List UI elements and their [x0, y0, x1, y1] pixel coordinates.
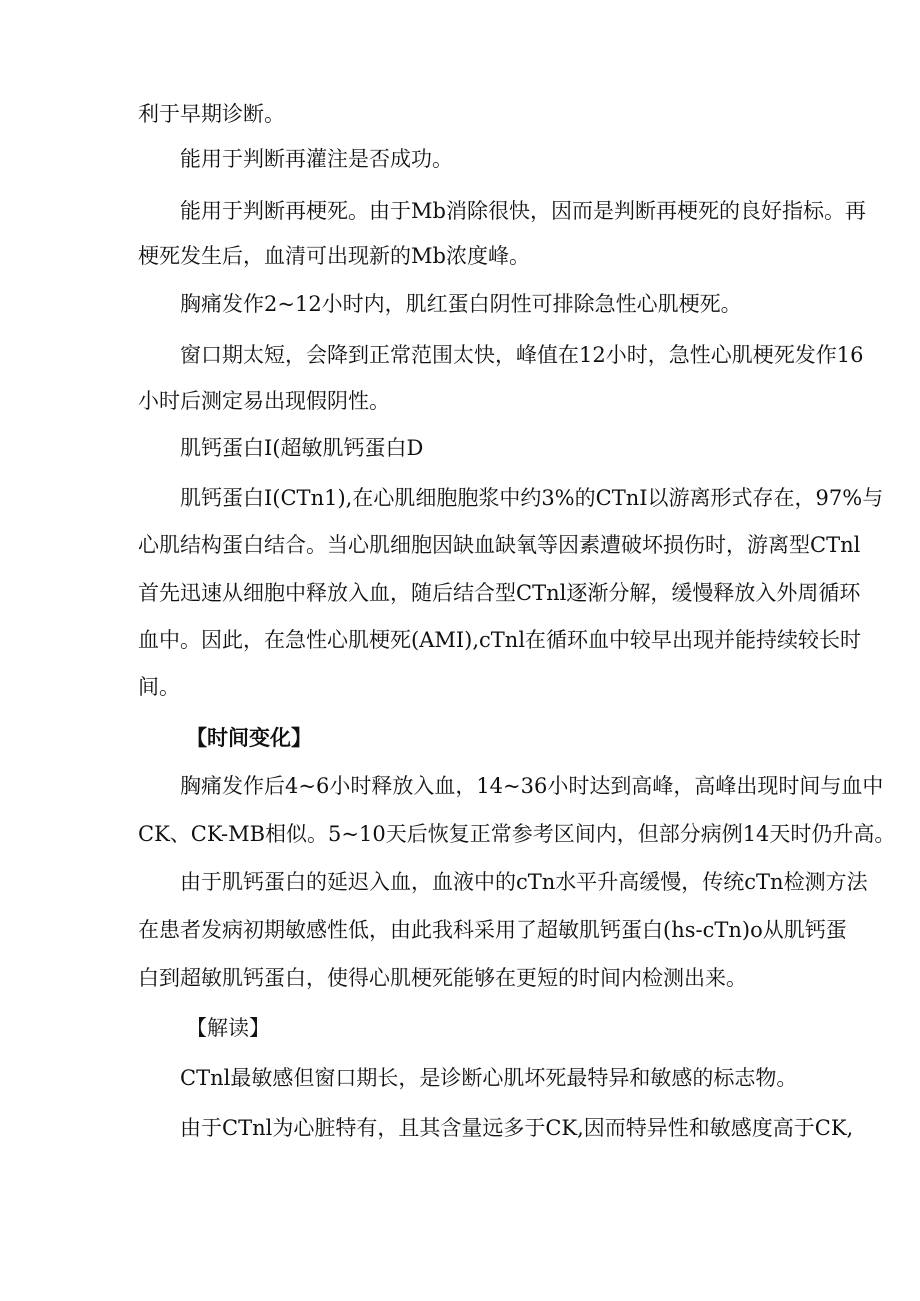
text-line: 由于肌钙蛋白的延迟入血，血液中的cTn水平升高缓慢，传统cTn检测方法	[180, 870, 868, 894]
text-line: 窗口期太短，会降到正常范围太快，峰值在12小时，急性心肌梗死发作16	[180, 343, 864, 367]
text-line: 胸痛发作2~12小时内，肌红蛋白阴性可排除急性心肌梗死。	[180, 292, 742, 316]
section-subtitle: 肌钙蛋白I(超敏肌钙蛋白D	[180, 436, 424, 460]
text-line: 首先迅速从细胞中释放入血，随后结合型CTnl逐渐分解，缓慢释放入外周循环	[138, 581, 861, 605]
text-line: 白到超敏肌钙蛋白，使得心肌梗死能够在更短的时间内检测出来。	[138, 966, 747, 990]
section-heading-time-change: 【时间变化】	[186, 725, 312, 750]
text-line: 在患者发病初期敏感性低，由此我科采用了超敏肌钙蛋白(hs-cTn)o从肌钙蛋	[138, 918, 847, 942]
text-line: 间。	[138, 675, 180, 699]
text-line: 梗死发生后，血清可出现新的Mb浓度峰。	[138, 244, 530, 268]
text-line: 能用于判断再灌注是否成功。	[180, 147, 453, 171]
text-line: 血中。因此，在急性心肌梗死(AMI),cTnl在循环血中较早出现并能持续较长时	[138, 628, 862, 652]
text-line: 心肌结构蛋白结合。当心肌细胞因缺血缺氧等因素遭破坏损伤时，游离型CTnl	[138, 533, 861, 557]
text-line: CTnl最敏感但窗口期长，是诊断心肌坏死最特异和敏感的标志物。	[180, 1066, 798, 1090]
text-line: 能用于判断再梗死。由于Mb消除很快，因而是判断再梗死的良好指标。再	[180, 199, 866, 223]
section-heading-interpretation: 【解读】	[186, 1016, 270, 1040]
text-line: CK、CK-MB相似。5~10天后恢复正常参考区间内，但部分病例14天时仍升高。	[138, 822, 896, 846]
text-line: 由于CTnl为心脏特有，且其含量远多于CK,因而特异性和敏感度高于CK,	[180, 1116, 854, 1140]
text-line: 利于早期诊断。	[138, 102, 285, 126]
text-line: 胸痛发作后4~6小时释放入血，14~36小时达到高峰，高峰出现时间与血中	[180, 774, 884, 798]
text-line: 小时后测定易出现假阴性。	[138, 389, 390, 413]
text-line: 肌钙蛋白I(CTn1),在心肌细胞胞浆中约3%的CTnI以游离形式存在，97%与	[180, 486, 884, 510]
